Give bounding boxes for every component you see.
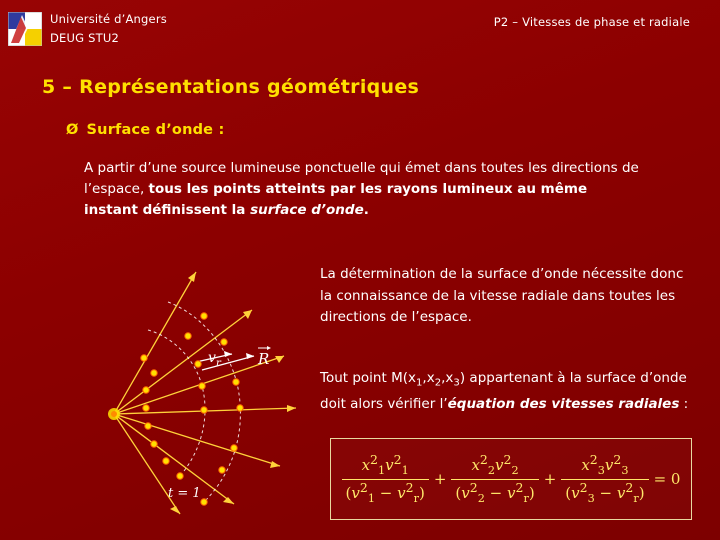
paragraph3-tail: : <box>679 396 689 413</box>
paragraph3-sub1: 1 <box>415 377 423 389</box>
term2-paren-open: ( <box>455 483 462 502</box>
term2-paren-close: ) <box>528 483 535 502</box>
program-name: DEUG STU2 <box>50 31 119 45</box>
term2-den-vr-exp: 2 <box>515 479 524 495</box>
university-logo <box>8 12 42 46</box>
term3-v-sub: 3 <box>621 463 629 477</box>
paragraph1-part2: tous les points atteints par les rayons lumineux au même instant définissent la <box>84 181 588 218</box>
equation-plus-1: + <box>433 470 447 488</box>
term2-v: v <box>495 455 504 474</box>
equation-equals-zero: = 0 <box>653 470 681 488</box>
vector-arrow-icon <box>258 343 271 351</box>
time-label: t = 1 <box>168 486 201 501</box>
term2-minus: − <box>489 483 503 502</box>
term3-den-vr-exp: 2 <box>625 479 634 495</box>
term3-den-vr-sub: r <box>633 491 639 505</box>
term1-v-exp: 2 <box>393 451 402 467</box>
term2-den-v: v <box>461 483 470 502</box>
paragraph1-part3: surface d’onde <box>250 202 364 218</box>
bullet-surface-donde <box>66 122 224 138</box>
header-left <box>50 10 167 48</box>
paragraph-equation-intro <box>320 368 705 416</box>
term2-den-v-sub: 2 <box>477 491 485 505</box>
paragraph-definition <box>84 158 644 221</box>
term3-paren-close: ) <box>638 483 645 502</box>
term3-x-exp: 2 <box>589 451 598 467</box>
term1-v-sub: 1 <box>401 463 409 477</box>
paragraph3-after: ) appartenant à la surface d’onde doit alors vérifier l’ <box>320 370 687 413</box>
term2-v-sub: 2 <box>511 463 519 477</box>
term1-den-v-sub: 1 <box>367 491 375 505</box>
term2-x-sub: 2 <box>487 463 496 477</box>
term3-v: v <box>604 455 614 474</box>
equation-term-3 <box>561 453 648 506</box>
term1-x: x <box>361 455 371 474</box>
wave-surface-diagram <box>84 258 314 520</box>
term1-x-sub: 1 <box>378 463 386 477</box>
header-course-title: P2 – Vitesses de phase et radiale <box>493 15 690 29</box>
logo-graphic <box>8 12 42 46</box>
term2-denominator <box>451 480 538 506</box>
term3-den-v-exp: 2 <box>579 479 588 495</box>
term3-denominator <box>561 480 648 506</box>
equation-term-1 <box>342 453 429 506</box>
bullet-glyph: Ø <box>66 122 79 138</box>
term2-den-vr-sub: r <box>523 491 529 505</box>
term1-paren-close: ) <box>418 483 425 502</box>
paragraph3-sub2: 2 <box>434 377 442 389</box>
vr-subscript: r <box>215 356 221 369</box>
term1-paren-open: ( <box>345 483 352 502</box>
term1-den-v: v <box>351 483 360 502</box>
equation-box <box>330 438 692 520</box>
term3-x-sub: 3 <box>597 463 605 477</box>
page-title: 5 – Représentations géométriques <box>42 76 420 98</box>
term1-minus: − <box>379 483 393 502</box>
equation-term-2 <box>451 453 538 506</box>
term3-den-vr: v <box>616 483 626 502</box>
paragraph3-sub3: 3 <box>453 377 460 389</box>
term3-minus: − <box>599 483 613 502</box>
term1-denominator <box>342 480 429 506</box>
term3-numerator <box>577 453 632 479</box>
vr-label <box>208 350 221 369</box>
term2-den-v-exp: 2 <box>469 479 478 495</box>
term1-den-vr-sub: r <box>413 491 419 505</box>
R-symbol: R <box>258 350 270 368</box>
term1-den-v-exp: 2 <box>359 479 368 495</box>
term3-den-v-sub: 3 <box>587 491 595 505</box>
equation-plus-2: + <box>543 470 557 488</box>
term3-den-v: v <box>571 483 580 502</box>
paragraph1-part4: . <box>363 202 369 218</box>
term3-x: x <box>581 455 590 474</box>
term1-v: v <box>385 455 394 474</box>
paragraph3-mid1: ,x <box>422 370 435 386</box>
wave-surface-figure <box>84 258 314 520</box>
term2-x-exp: 2 <box>479 451 488 467</box>
term1-den-vr: v <box>397 483 406 502</box>
paragraph3-lead: Tout point M(x <box>320 370 416 386</box>
university-name: Université d’Angers <box>50 12 167 26</box>
radial-velocity-equation <box>331 439 691 519</box>
paragraph3-italic: équation des vitesses radiales <box>447 396 680 413</box>
term1-den-vr-exp: 2 <box>405 479 414 495</box>
bullet-label: Surface d’onde : <box>86 122 225 138</box>
vr-symbol: v <box>208 350 216 366</box>
paragraph1-part1: A partir d’une source lumineuse ponctuelle qui émet dans toutes les directions de l’espace, <box>84 160 639 197</box>
term3-paren-open: ( <box>565 483 572 502</box>
R-vector-label <box>258 350 269 368</box>
term2-x: x <box>471 455 480 474</box>
term3-v-exp: 2 <box>613 451 622 467</box>
term2-numerator <box>467 453 522 479</box>
paragraph3-mid2: ,x <box>441 370 454 386</box>
term2-v-exp: 2 <box>503 451 512 467</box>
term2-den-vr: v <box>507 483 516 502</box>
term1-numerator <box>358 453 413 479</box>
term1-x-exp: 2 <box>370 451 378 467</box>
paragraph-determination: La détermination de la surface d’onde nécessite donc la connaissance de la vitesse radiale dans toutes les directions de l’espace. <box>320 266 684 325</box>
